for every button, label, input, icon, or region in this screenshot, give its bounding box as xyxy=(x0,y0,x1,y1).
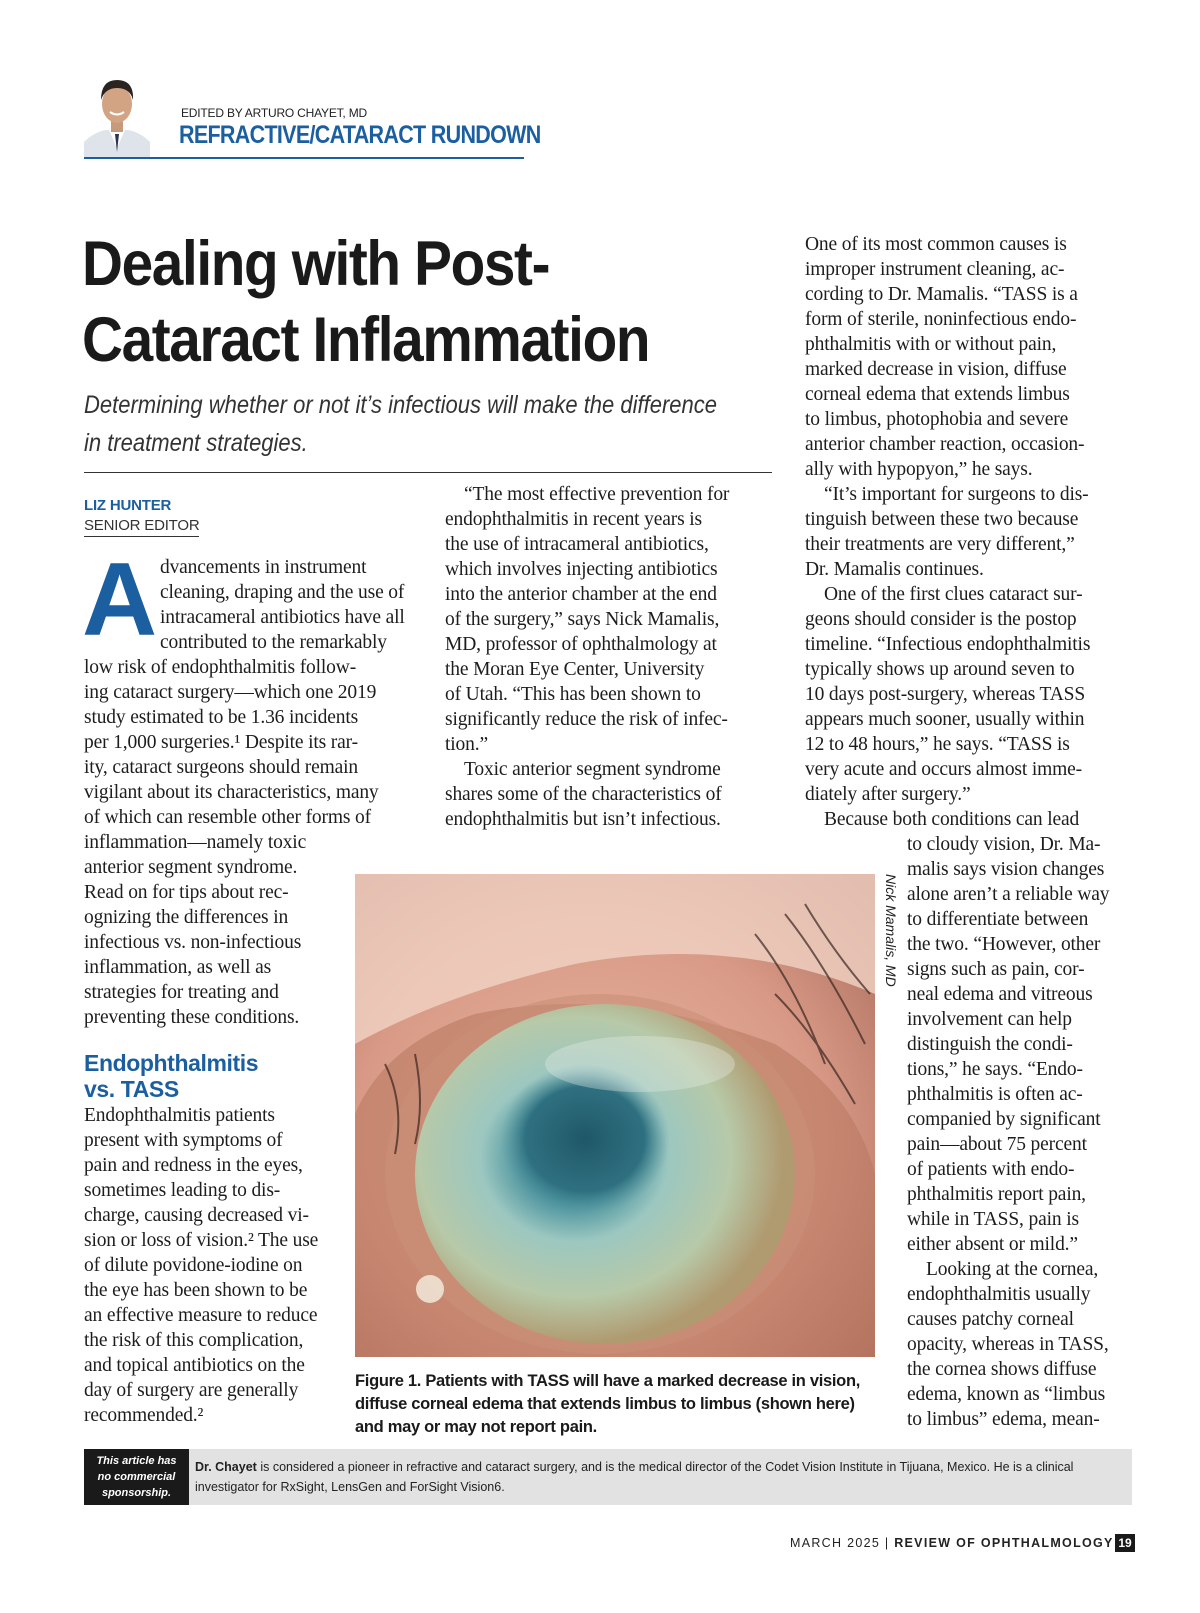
text-line: phthalmitis is often ac- xyxy=(907,1084,1083,1105)
text-line: anterior chamber reaction, occasion- xyxy=(805,434,1085,455)
text-line: Endophthalmitis patients xyxy=(84,1105,275,1126)
article-headline: Dealing with Post- Cataract Inflammation xyxy=(82,229,650,375)
page-number: 19 xyxy=(1115,1534,1135,1552)
text-line: significantly reduce the risk of infec- xyxy=(445,709,728,730)
text-line: MD, professor of ophthalmology at xyxy=(445,634,717,655)
sponsorship-line: sponsorship. xyxy=(101,1487,172,1499)
text-line: infectious vs. non-infectious xyxy=(84,932,302,953)
text-line: alone aren’t a reliable way xyxy=(907,884,1110,905)
text-line: ing cataract surgery—which one 2019 xyxy=(84,682,377,703)
text-line: sometimes leading to dis- xyxy=(84,1180,281,1201)
section-title: REFRACTIVE/CATARACT RUNDOWN xyxy=(179,121,541,149)
text-line: endophthalmitis but isn’t infectious. xyxy=(445,809,721,830)
text-line: One of its most common causes is xyxy=(805,234,1067,255)
text-line: form of sterile, noninfectious endo- xyxy=(805,309,1077,330)
text-line: of which can resemble other forms of xyxy=(84,807,371,828)
text-line: 10 days post-surgery, whereas TASS xyxy=(805,684,1086,705)
text-line: their treatments are very different,” xyxy=(805,534,1075,555)
text-line: phthalmitis with or without pain, xyxy=(805,334,1057,355)
publication-name: REVIEW OF OPHTHALMOLOGY xyxy=(894,1536,1114,1550)
header-rule xyxy=(84,157,524,159)
text-line: Looking at the cornea, xyxy=(926,1259,1099,1280)
subhead-block xyxy=(84,1050,344,1102)
column-3-narrow xyxy=(907,832,1137,1432)
text-line: the eye has been shown to be xyxy=(84,1280,308,1301)
text-line: opacity, whereas in TASS, xyxy=(907,1334,1109,1355)
photo-credit: Nick Mamalis, MD xyxy=(883,874,899,987)
text-line: dvancements in instrument xyxy=(159,557,367,578)
text-line: ity, cataract surgeons should remain xyxy=(84,757,359,778)
text-line: to cloudy vision, Dr. Ma- xyxy=(907,834,1101,855)
text-line: of patients with endo- xyxy=(907,1159,1075,1180)
text-line: shares some of the characteristics of xyxy=(445,784,722,805)
text-line: to limbus, photophobia and severe xyxy=(805,409,1069,430)
text-line: 12 to 48 hours,” he says. “TASS is xyxy=(805,734,1070,755)
text-line: marked decrease in vision, diffuse xyxy=(805,359,1067,380)
text-line: tion.” xyxy=(445,734,488,755)
text-line: day of surgery are generally xyxy=(84,1380,299,1401)
page-footer xyxy=(790,1536,1114,1550)
financial-disclosure xyxy=(189,1449,1132,1505)
issue-date: MARCH 2025 | xyxy=(790,1536,895,1550)
text-line: tinguish between these two because xyxy=(805,509,1079,530)
text-line: Because both conditions can lead xyxy=(824,809,1080,830)
sponsorship-line: no commercial xyxy=(97,1471,176,1483)
text-line: signs such as pain, cor- xyxy=(907,959,1085,980)
text-line: study estimated to be 1.36 incidents xyxy=(84,707,359,728)
column-3 xyxy=(805,232,1135,832)
disclosure-text: is considered a pioneer in refractive and cataract surgery, and is the medical director of the Codet Vision Institute in Tijuana, Mexico. He is a clinical investigator for RxSight, LensGen and ForSight Vision6. xyxy=(195,1460,1074,1494)
text-line: ally with hypopyon,” he says. xyxy=(805,459,1033,480)
text-line: while in TASS, pain is xyxy=(907,1209,1079,1230)
text-line: Read on for tips about rec- xyxy=(84,882,289,903)
text-line: distinguish the condi- xyxy=(907,1034,1073,1055)
text-line: companied by significant xyxy=(907,1109,1101,1130)
text-line: edema, known as “limbus xyxy=(907,1384,1106,1405)
section-subhead: Endophthalmitis vs. TASS xyxy=(84,1050,259,1102)
text-line: cording to Dr. Mamalis. “TASS is a xyxy=(805,284,1078,305)
text-line: “The most effective prevention for xyxy=(464,484,730,505)
deck-divider xyxy=(84,472,772,473)
text-line: inflammation, as well as xyxy=(84,957,272,978)
text-line: of dilute povidone-iodine on xyxy=(84,1255,303,1276)
figure-caption: Figure 1. Patients with TASS will have a marked decrease in vision, diffuse corneal edema that extends limbus to limbus (shown here) and may or may not report pain. xyxy=(355,1372,861,1436)
text-line: pain and redness in the eyes, xyxy=(84,1155,303,1176)
text-line: improper instrument cleaning, ac- xyxy=(805,259,1065,280)
text-line: causes patchy corneal xyxy=(907,1309,1074,1330)
editor-label: EDITED BY ARTURO CHAYET, MD xyxy=(181,106,367,120)
text-line: and topical antibiotics on the xyxy=(84,1355,305,1376)
sponsorship-notice xyxy=(84,1449,189,1505)
text-line: typically shows up around seven to xyxy=(805,659,1075,680)
text-line: “It’s important for surgeons to dis- xyxy=(824,484,1089,505)
text-line: pain—about 75 percent xyxy=(907,1134,1087,1155)
text-line: strategies for treating and xyxy=(84,982,279,1003)
column-1-tass xyxy=(84,1103,344,1428)
text-line: diately after surgery.” xyxy=(805,784,971,805)
byline-name: LIZ HUNTER xyxy=(84,497,172,514)
text-line: inflammation—namely toxic xyxy=(84,832,307,853)
text-line: the risk of this complication, xyxy=(84,1330,304,1351)
text-line: to differentiate between xyxy=(907,909,1089,930)
text-line: phthalmitis report pain, xyxy=(907,1184,1086,1205)
text-line: Toxic anterior segment syndrome xyxy=(464,759,721,780)
text-line: very acute and occurs almost imme- xyxy=(805,759,1083,780)
text-line: vigilant about its characteristics, many xyxy=(84,782,379,803)
text-line: the Moran Eye Center, University xyxy=(445,659,705,680)
column-2 xyxy=(445,482,775,832)
text-line: into the anterior chamber at the end xyxy=(445,584,717,605)
text-line: involvement can help xyxy=(907,1009,1072,1030)
byline-role: SENIOR EDITOR xyxy=(84,517,199,537)
text-line: neal edema and vitreous xyxy=(907,984,1093,1005)
text-line: ognizing the differences in xyxy=(84,907,289,928)
text-line: the use of intracameral antibiotics, xyxy=(445,534,709,555)
text-line: per 1,000 surgeries.¹ Despite its rar- xyxy=(84,732,358,753)
text-line: intracameral antibiotics have all xyxy=(159,607,405,628)
text-line: One of the first clues cataract sur- xyxy=(824,584,1083,605)
text-line: endophthalmitis in recent years is xyxy=(445,509,702,530)
article-deck: Determining whether or not it’s infectious will make the difference in treatment strategies. xyxy=(84,391,718,457)
text-line: Dr. Mamalis continues. xyxy=(805,559,984,580)
text-line: contributed to the remarkably xyxy=(159,632,387,653)
text-line: appears much sooner, usually within xyxy=(805,709,1085,730)
text-line: charge, causing decreased vi- xyxy=(84,1205,309,1226)
text-line: cleaning, draping and the use of xyxy=(159,582,405,603)
text-line: of Utah. “This has been shown to xyxy=(445,684,701,705)
dropcap-letter: A xyxy=(82,542,157,658)
text-line: the two. “However, other xyxy=(907,934,1101,955)
text-line: preventing these conditions. xyxy=(84,1007,300,1028)
text-line: malis says vision changes xyxy=(907,859,1105,880)
text-line: sion or loss of vision.² The use xyxy=(84,1230,319,1251)
text-line: tions,” he says. “Endo- xyxy=(907,1059,1083,1080)
text-line: recommended.² xyxy=(84,1405,204,1426)
sponsorship-line: This article has xyxy=(96,1455,177,1467)
text-line: low risk of endophthalmitis follow- xyxy=(84,657,357,678)
text-line: of the surgery,” says Nick Mamalis, xyxy=(445,609,720,630)
text-line: endophthalmitis usually xyxy=(907,1284,1091,1305)
text-line: an effective measure to reduce xyxy=(84,1305,318,1326)
text-line: present with symptoms of xyxy=(84,1130,283,1151)
text-line: to limbus” edema, mean- xyxy=(907,1409,1100,1430)
text-line: either absent or mild.” xyxy=(907,1234,1078,1255)
text-line: which involves injecting antibiotics xyxy=(445,559,718,580)
text-line: anterior segment syndrome. xyxy=(84,857,298,878)
text-line: geons should consider is the postop xyxy=(805,609,1077,630)
text-line: corneal edema that extends limbus xyxy=(805,384,1070,405)
text-line: timeline. “Infectious endophthalmitis xyxy=(805,634,1091,655)
disclosure-name: Dr. Chayet xyxy=(195,1460,257,1474)
figure-eye-photo xyxy=(355,874,875,1357)
text-line: the cornea shows diffuse xyxy=(907,1359,1097,1380)
editor-portrait xyxy=(84,72,150,158)
